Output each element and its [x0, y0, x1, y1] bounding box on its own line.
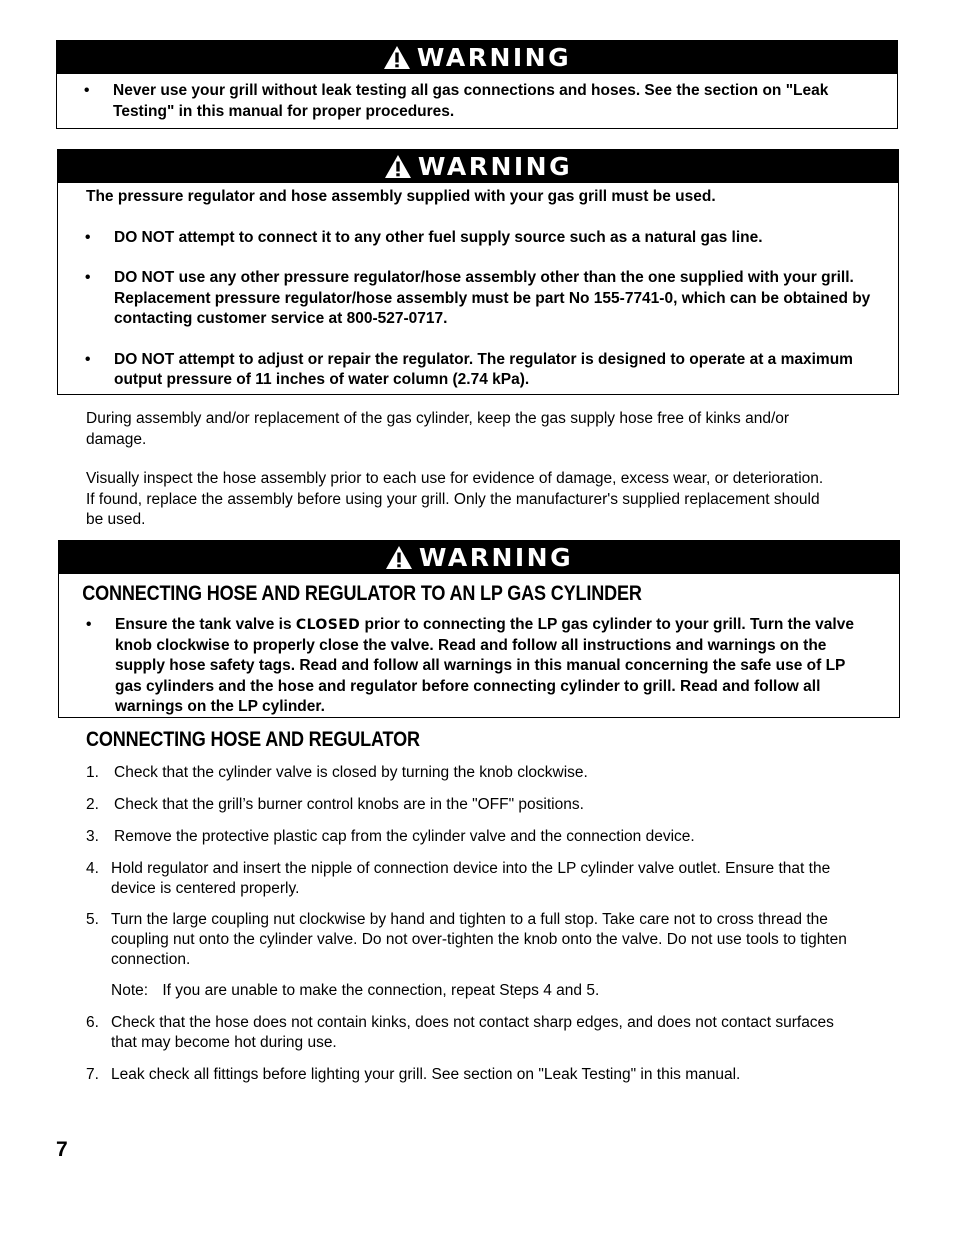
warning-bullet-text-end: prior to connecting the LP gas cylinder to your grill. Turn the valve knob clockwise to properly close the valve. Read and follow all instructions and warnings on the supply hose safety tags. Read and follow all warnings in this manual concerning the safe use of LP gas cylinders and the hose and regulator before connecting cylinder to grill. Read and follow all warnings on the LP cylinder.: [115, 616, 854, 715]
warning-bullet-text-start: Ensure the tank valve is: [115, 616, 296, 633]
step-note: [111, 981, 901, 1001]
step-text: Leak check all fittings before lighting your grill. See section on "Leak Testing" in this manual.: [111, 1066, 741, 1083]
step-item: [86, 763, 876, 783]
warning-box-regulator: [57, 149, 899, 395]
section-heading: CONNECTING HOSE AND REGULATOR TO AN LP GAS CYLINDER: [82, 582, 642, 605]
warning-header: [58, 150, 898, 183]
warning-triangle-icon: [383, 45, 411, 70]
step-item: [86, 1013, 876, 1053]
step-text: Remove the protective plastic cap from the cylinder valve and the connection device.: [114, 828, 695, 845]
warning-bullet: [59, 615, 899, 718]
step-text: Check that the grill’s burner control knobs are in the "OFF" positions.: [114, 796, 584, 813]
warning-bullet-text: DO NOT attempt to connect it to any other fuel supply source such as a natural gas line.: [114, 228, 763, 246]
body-paragraph: Visually inspect the hose assembly prior to each use for evidence of damage, excess wear, or deterioration. If found, replace the assembly before using your grill. Only the manufacturer's supplied replacement should be used.: [86, 470, 824, 528]
warning-label: WARNING: [417, 152, 573, 181]
warning-bullet: [58, 268, 898, 330]
step-item: [86, 827, 876, 847]
bullet-dot: •: [84, 82, 90, 99]
step-text: Turn the large coupling nut clockwise by hand and tighten to a full stop. Take care not to cross thread the coupling nut onto the cylinder valve. Do not over-tighten the knob onto the valve. Do not use tools to tighten connection.: [111, 911, 847, 968]
warning-bullet: [57, 81, 897, 122]
section-heading: CONNECTING HOSE AND REGULATOR: [86, 728, 420, 751]
warning-box-lp-cylinder: [58, 540, 900, 718]
note-label: Note:: [111, 982, 149, 999]
step-number: 4.: [86, 860, 99, 877]
note-text: If you are unable to make the connection, repeat Steps 4 and 5.: [162, 982, 600, 999]
step-item: [86, 1065, 876, 1085]
warning-box-leak-testing: [56, 40, 898, 129]
bullet-dot: •: [85, 269, 91, 286]
step-number: 6.: [86, 1014, 99, 1031]
warning-intro: The pressure regulator and hose assembly supplied with your gas grill must be used.: [86, 188, 716, 205]
step-number: 1.: [86, 764, 99, 781]
warning-triangle-icon: [385, 545, 413, 570]
step-text: Check that the cylinder valve is closed by turning the knob clockwise.: [114, 764, 588, 781]
warning-label: WARNING: [418, 543, 574, 572]
step-item: [86, 795, 876, 815]
warning-triangle-icon: [384, 154, 412, 179]
page-number: 7: [56, 1138, 68, 1161]
warning-header: [59, 541, 899, 574]
warning-bullet-text: DO NOT use any other pressure regulator/hose assembly other than the one supplied with your grill. Replacement pressure regulator/hose assembly must be part No 155-7741-0, which can be obtained by contacting customer service at 800-527-0717.: [114, 269, 871, 327]
step-item: [86, 910, 876, 970]
bullet-dot: •: [85, 228, 91, 246]
bullet-dot: •: [85, 350, 91, 368]
step-text: Hold regulator and insert the nipple of connection device into the LP cylinder valve outlet. Ensure that the device is centered properly.: [111, 860, 831, 897]
warning-bullet: [58, 350, 898, 391]
warning-label: WARNING: [416, 43, 572, 72]
warning-bullet-text: Never use your grill without leak testing all gas connections and hoses. See the section on "Leak Testing" in this manual for proper procedures.: [113, 82, 829, 120]
bullet-dot: •: [86, 616, 92, 633]
warning-bullet: [58, 228, 898, 249]
body-paragraph: During assembly and/or replacement of the gas cylinder, keep the gas supply hose free of kinks and/or damage.: [86, 410, 790, 448]
step-number: 5.: [86, 911, 99, 928]
step-number: 7.: [86, 1066, 99, 1083]
warning-bullet-text: DO NOT attempt to adjust or repair the regulator. The regulator is designed to operate at a maximum output pressure of 11 inches of water column (2.74 kPa).: [114, 350, 853, 388]
step-number: 2.: [86, 796, 99, 813]
step-item: [86, 859, 876, 899]
step-number: 3.: [86, 828, 99, 845]
warning-header: [57, 41, 897, 74]
step-text: Check that the hose does not contain kinks, does not contact sharp edges, and does not contact surfaces that may become hot during use.: [111, 1014, 834, 1051]
closed-emphasis: CLOSED: [295, 617, 361, 633]
